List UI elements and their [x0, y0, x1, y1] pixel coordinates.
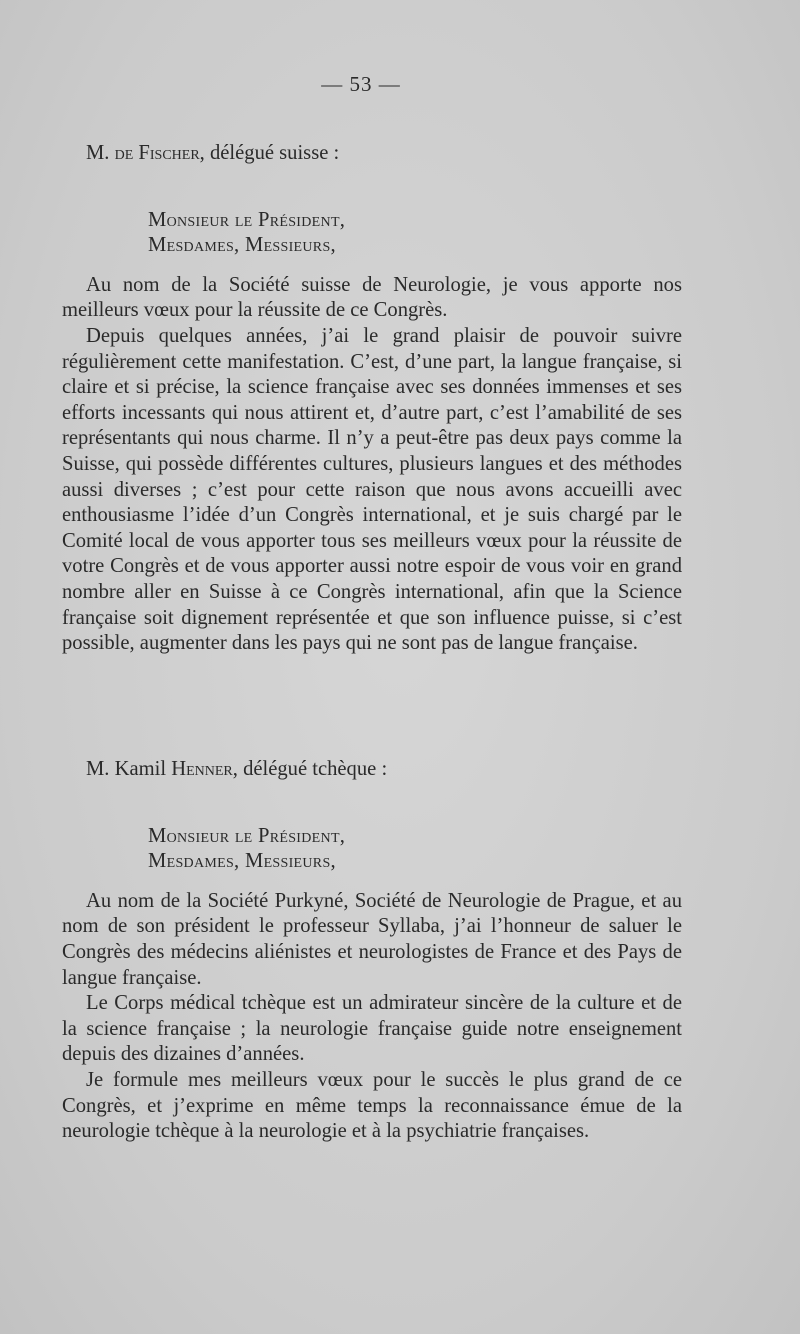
speaker-line: [62, 757, 682, 783]
speaker-name: de Fischer: [114, 142, 200, 164]
speaker-role: , délégué tchèque :: [232, 758, 388, 780]
paragraph: Je formule mes meilleurs vœux pour le succès le plus grand de ce Congrès, et j’exprime en même temps la reconnaissance émue de la neurologie tchèque à la neurologie et à la psychiatrie françaises.: [62, 1068, 682, 1143]
speaker-prefix: M. Kamil: [86, 758, 172, 780]
salutation-line: Mesdames, Messieurs,: [148, 850, 336, 873]
paragraph: Au nom de la Société Purkyné, Société de Neurologie de Prague, et au nom de son président le professeur Syllaba, j’ai l’honneur de saluer le Congrès des médecins aliénistes et neurologistes de France et des Pays de langue française.: [62, 889, 682, 989]
speaker-line: [62, 141, 682, 167]
speech-de-fischer: [62, 141, 682, 657]
paragraph: Le Corps médical tchèque est un admirateur sincère de la culture et de la science française ; la neurologie française guide notre enseignement depuis des dizaines d’années.: [62, 992, 682, 1066]
salutation-line: Monsieur le Président,: [148, 824, 346, 847]
salutation-line: Mesdames, Messieurs,: [148, 234, 336, 257]
paragraph: Au nom de la Société suisse de Neurologie, je vous apporte nos meilleurs vœux pour la réussite de ce Congrès.: [62, 273, 682, 322]
salutation: [148, 824, 682, 875]
speaker-role: , délégué suisse :: [199, 142, 340, 164]
salutation-line: Monsieur le Président,: [148, 208, 346, 231]
speaker-prefix: M.: [86, 142, 115, 164]
page-number: — 53 —: [321, 72, 401, 96]
paragraph: Depuis quelques années, j’ai le grand plaisir de pouvoir suivre régulièrement cette manifestation. C’est, d’une part, la langue française, si claire et si précise, la science française avec ses données immenses et ses efforts incessants qui nous attirent et, d’autre part, c’est l’amabilité de ses représentants qui nous charme. Il n’y a peut-être pas deux pays comme la Suisse, qui possède différentes cultures, plusieurs langues et des méthodes aussi diverses ; c’est pour cette raison que nous avons accueilli avec enthousiasme l’idée d’un Congrès international, et je suis chargé par le Comité local de vous apporter tous ses meilleurs vœux pour la réussite de votre Congrès et de vous apporter aussi notre espoir de vous voir en grand nombre aller en Suisse à ce Congrès international, afin que la Science française soit dignement représentée et que son influence puisse, si c’est possible, augmenter dans les pays qui ne sont pas de langue française.: [62, 324, 682, 655]
salutation: [148, 208, 682, 259]
speech-henner: [62, 757, 682, 1145]
speaker-name: Henner: [171, 758, 233, 780]
